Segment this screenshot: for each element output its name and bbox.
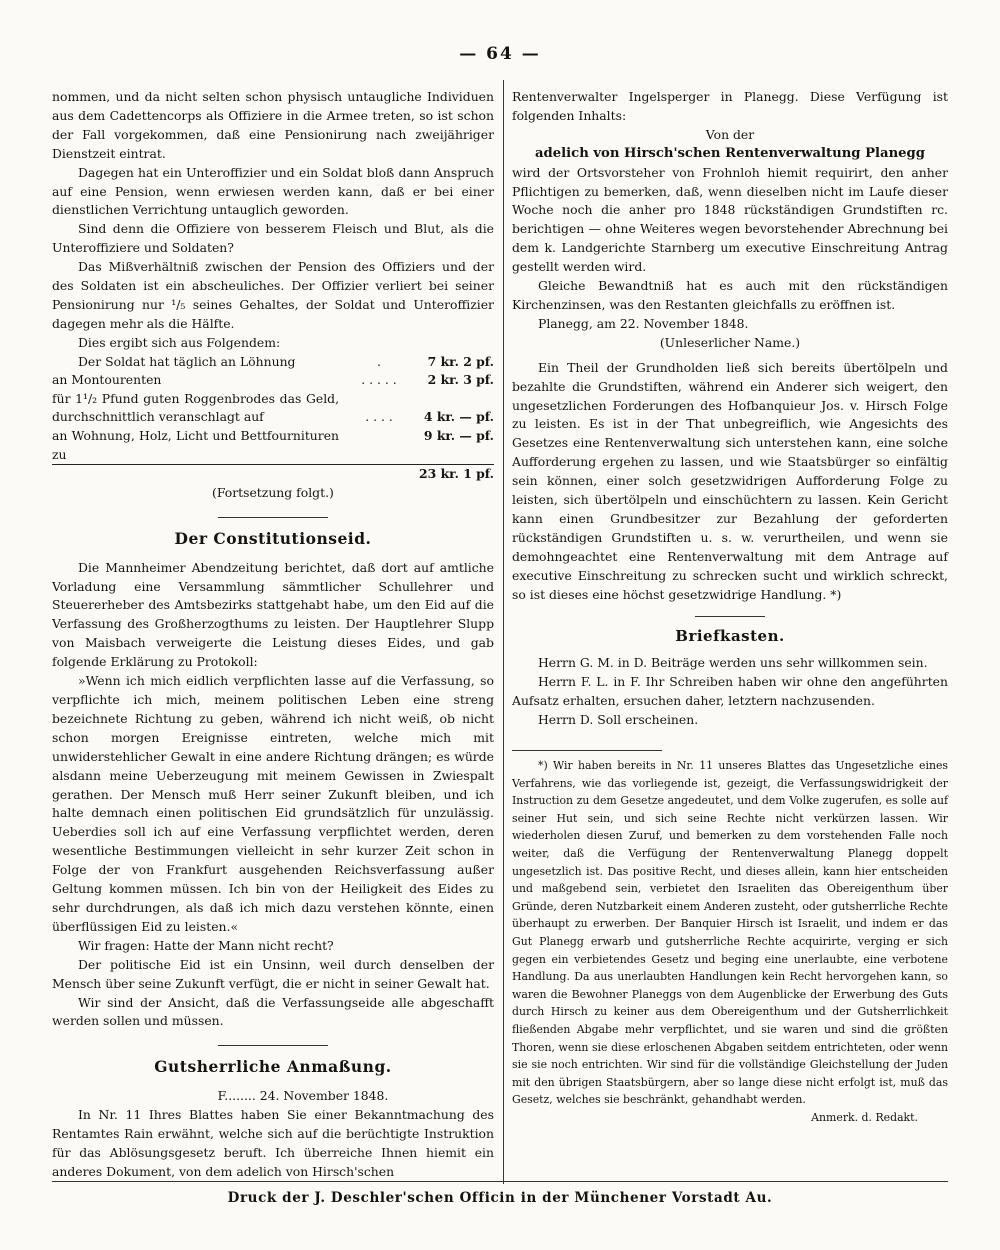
pay-item: Der Soldat hat täglich an Löhnung: [78, 353, 296, 369]
decree-signature: (Unleserlicher Name.): [659, 334, 801, 350]
footnote: *) Wir haben bereits in Nr. 11 unseres Blattes das Ungesetzliche eines Verfahrens, wie das vorliegende ist, gezeigt, die Verfassungswidrigkeit der Instruction zu dem Gesetze angedeutet, und dem Volke zugerufen, es solle auf seiner Hut sein, und sich seine Rechte nicht verkürzen lassen. Wir wiederholen diesen Zuruf, und bemerken zu dem vorstehenden Falle noch weiter, daß die Verfügung der Rentenverwaltung Planegg doppelt ungesetzlich ist. Das positive Recht, und dieses allein, kann hier entscheiden und maßgebend sein, verbietet den Israeliten das Obereigenthum über Gründe, deren Nutzbarkeit einem Anderen zusteht, oder gutsherrliche Rechte überhaupt zu erwerben. Der Banquier Hirsch ist Israelit, und indem er das Gut Planegg erwarb und gutsherrliche Rechte acquirirte, verging er sich gegen ein verbietendes Gesetz und beging eine unerlaubte, eine verbotene Handlung. Da aus unerlaubten Handlungen kein Recht hervorgehen kann, so waren die Bewohner Planeggs von dem Augenblicke der Erwerbung des Guts durch Hirsch zu keiner aus dem Obereigenthum und der Gutsherrlichkeit fließenden Abgabe mehr verpflichtet, und sie waren und sind die größten Thoren, wenn sie diese erloschenen Abgaben seitdem entrichteten, oder wenn sie sie noch entrichten. Wir sind für die vollständige Gleichstellung der Juden mit den übrigen Staatsbürgern, aber so lange diese nicht erfolgt ist, muß das Gesetz, welches sie beschränkt, gehandhabt werden.: [512, 759, 948, 1107]
paragraph: Die Mannheimer Abendzeitung berichtet, daß dort auf amtliche Vorladung eine Versammlung sämmtlicher Schullehrer und Steuererheber des Amtsbezirks stattgehabt habe, um den Eid auf die Verfassung des Großherzogthums zu leisten. Der Hauptlehrer Slupp von Maisbach verweigerte die Leistung dieses Eides, und gab folgende Erklärung zu Protokoll:: [52, 559, 494, 670]
paragraph: nommen, und da nicht selten schon physisch untaugliche Individuen aus dem Cadettencorps als Offiziere in die Armee treten, so ist schon der Fall vorgekommen, daß eine Pensionirung nach zweijähriger Dienstzeit eintrat.: [52, 89, 494, 161]
paragraph: Wir fragen: Hatte der Mann nicht recht?: [78, 937, 334, 953]
pay-dots: [339, 427, 419, 465]
paragraph: Dies ergibt sich aus Folgendem:: [78, 334, 281, 350]
pay-row: [52, 390, 494, 427]
paragraph: In Nr. 11 Ihres Blattes haben Sie einer Bekanntmachung des Rentamtes Rain erwähnt, welche sich auf die berüchtigte Instruktion für das Ablösungsgesetz beruft. Ich überreiche Ihnen hiemit ein anderes Dokument, von dem adelich von Hirsch'schen: [52, 1107, 494, 1179]
paragraph: Ein Theil der Grundholden ließ sich bereits übertölpeln und bezahlte die Grundstiften, während ein Anderer sich weigert, den ungesetzlichen Forderungen des Hofbanquieur Jos. v. Hirsch Folge zu leisten. Es ist in der That unbegreiflich, wie Angesichts des Gesetzes eine Rentenverwaltung sich unterstehen kann, eine solche Aufforderung ergehen zu lassen, und wie Staatsbürger so einfältig sein können, einer solch gesetzwidrigen Aufforderung Folge zu leisten, sich übertölpeln und einschüchtern zu lassen. Kein Gericht kann einen Grundbesitzer zur Bezahlung der geforderten rückständigen Grundstiften u. s. w. verurtheilen, und wenn sie demohngeachtet eine Rentenverwaltung mit dem Antrage auf executive Einschreitung zu schrecken sucht und wirklich schreckt, so ist dieses eine höchst gesetzwidrige Handlung. *): [512, 359, 948, 602]
printer-imprint: Druck der J. Deschler'schen Officin in der Münchener Vorstadt Au.: [227, 1190, 773, 1206]
paragraph: Rentenverwalter Ingelsperger in Planegg. Diese Verfügung ist folgenden Inhalts:: [512, 89, 948, 123]
pay-item: an Wohnung, Holz, Licht und Bettfournituren zu: [52, 428, 340, 462]
imprint-rule: [52, 1181, 948, 1182]
letterbox-entry: Herrn F. L. in F. Ihr Schreiben haben wir ohne den angeführten Aufsatz erhalten, ersuchen daher, letztern nachzusenden.: [512, 674, 948, 709]
pay-amount: 9 kr. — pf.: [423, 428, 494, 444]
paragraph: Wir sind der Ansicht, daß die Verfassungseide alle abgeschafft werden sollen und müssen.: [52, 994, 494, 1029]
right-column: [512, 88, 948, 1126]
footnote-rule: [512, 750, 662, 751]
footnote-signature: Anmerk. d. Redakt.: [811, 1110, 918, 1124]
dateline: F........ 24. November 1848.: [217, 1088, 389, 1104]
section-title-letterbox: Briefkasten.: [675, 627, 785, 646]
continuation-note: (Fortsetzung folgt.): [212, 484, 334, 500]
pay-row: [52, 427, 494, 465]
paragraph: Der politische Eid ist ein Unsinn, weil durch denselben der Mensch über seine Zukunft verfügt, die er nicht in seiner Gewalt hat.: [52, 956, 494, 991]
pay-item: für 1¹/₂ Pfund guten Roggenbrodes das Geld, durchschnittlich veranschlagt auf: [52, 390, 340, 425]
pay-table: [52, 353, 494, 484]
pay-dots: .: [377, 353, 381, 369]
separator: [695, 616, 765, 617]
left-column: [52, 88, 494, 1182]
pay-dots: . . . .: [365, 409, 393, 425]
section-title-constitution-oath: Der Constitutionseid.: [174, 528, 372, 548]
pay-amount: 4 kr. — pf.: [423, 409, 494, 425]
decree-von-der: Von der: [705, 126, 755, 142]
pay-total: 23 kr. 1 pf.: [419, 465, 494, 484]
paragraph: Das Mißverhältniß zwischen der Pension des Offiziers und der des Soldaten ist ein abscheuliches. Der Offizier verliert bei seiner Pensionirung nur ¹/₅ seines Gehaltes, der Soldat und Unteroffizier dagegen mehr als die Hälfte.: [52, 259, 494, 331]
pay-item: an Montourenten: [52, 372, 162, 388]
pay-dots: . . . . .: [361, 372, 397, 388]
pay-row: [52, 353, 494, 372]
letterbox-entry: Herrn G. M. in D. Beiträge werden uns sehr willkommen sein.: [538, 655, 928, 671]
pay-total-row: [52, 465, 494, 484]
quoted-declaration: »Wenn ich mich eidlich verpflichten lasse auf die Verfassung, so verpflichte ich mich, meinem politischen Leben eine streng bezeichnete Richtung zu geben, während ich nicht weiß, ob nicht schon morgen Ereignisse eintreten, welche mich mit unwiderstehlicher Gewalt in eine andere Richtung drängen; es würde alsdann meine Ueberzeugung mit meinem Gewissen in Zwiespalt gerathen. Der Mensch muß Herr seiner Zukunft bleiben, und ich halte demnach einen politischen Eid grundsätzlich für unzulässig. Ueberdies soll ich auf eine Verfassung verpflichtet werden, deren wesentliche Bestimmungen vielleicht in sehr kurzer Zeit schon in Folge der von Frankfurt ausgehenden Reichsverfassung außer Geltung kommen müssen. Ich bin von der Heiligkeit des Eides zu sehr durchdrungen, als daß ich mich dazu verstehen könnte, einen überflüssigen Eid zu leisten.«: [52, 673, 494, 934]
paragraph: Sind denn die Offiziere von besserem Fleisch und Blut, als die Unteroffiziere und Soldaten?: [52, 221, 494, 256]
decree-text: Gleiche Bewandtniß hat es auch mit den rückständigen Kirchenzinsen, was den Restanten gleichfalls zu eröffnen ist.: [512, 278, 948, 312]
pay-row: [52, 371, 494, 390]
page-number: — 64 —: [459, 44, 541, 64]
decree-text: wird der Ortsvorsteher von Frohnloh hiemit requirirt, den anher Pflichtigen zu bemerken, daß, wenn dieselben nicht im Laufe dieser Woche noch die anher pro 1848 rückständigen Grundstiften rc. berichtigen — ohne Weiteres wegen bevorstehender Abrechnung bei dem k. Landgerichte Starnberg um executive Einschreitung Antrag gestellt werden wird.: [512, 164, 948, 275]
decree-office-name: adelich von Hirsch'schen Rentenverwaltung Planegg: [534, 145, 926, 161]
separator: [218, 517, 328, 518]
letterbox-entry: Herrn D. Soll erscheinen.: [538, 712, 699, 728]
pay-amount: 2 kr. 3 pf.: [427, 372, 494, 388]
paragraph: Dagegen hat ein Unteroffizier und ein Soldat bloß dann Anspruch auf eine Pension, wenn erwiesen werden kann, daß er bei einer dienstlichen Verrichtung untauglich geworden.: [52, 164, 494, 218]
separator: [218, 1045, 328, 1046]
decree-place-date: Planegg, am 22. November 1848.: [538, 315, 749, 331]
section-title-manorial-presumption: Gutsherrliche Anmaßung.: [154, 1057, 392, 1077]
column-divider: [503, 80, 504, 1184]
pay-amount: 7 kr. 2 pf.: [427, 353, 494, 369]
